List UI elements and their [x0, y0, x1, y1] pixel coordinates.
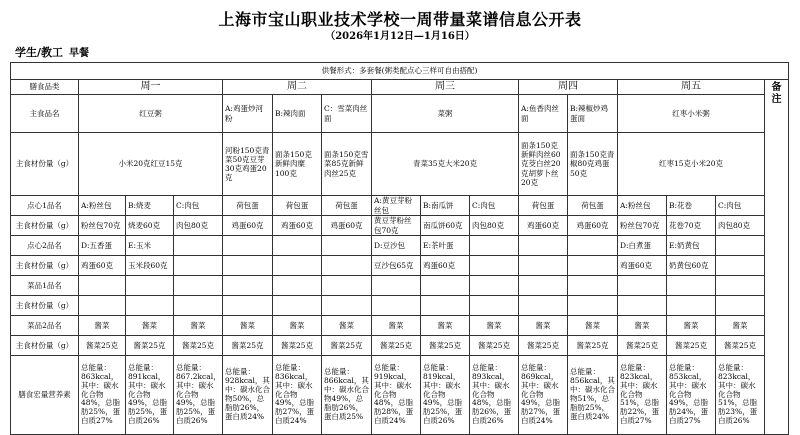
empty-cell [667, 276, 716, 296]
veg2-qty-cell: 酱菜25克 [322, 336, 372, 356]
main-name-mon: 红豆粥 [79, 95, 223, 133]
day-wed: 周三 [372, 80, 519, 95]
dim2-qty-fri-e: 奶黄包60克 [667, 256, 716, 276]
veg2-qty-cell: 酱菜25克 [223, 336, 273, 356]
empty-cell [322, 296, 372, 316]
main-qty-mon: 小米20克红豆15克 [79, 133, 223, 196]
empty-cell [667, 296, 716, 316]
nutrition-cell: 总能量：869kcal，其中：碳水化合物49%，总脂肪27%，蛋白质24% [519, 356, 568, 435]
veg2-name-row [11, 316, 789, 336]
dim1-name-cell: 荷包蛋 [568, 196, 618, 216]
empty-cell [126, 296, 174, 316]
empty-cell [568, 236, 618, 256]
dim1-qty-cell: 肉包80克 [174, 216, 223, 236]
main-qty-tue-a: 河粉150克青菜50克豆芽30克鸡蛋20克 [223, 133, 273, 196]
empty-cell [716, 296, 765, 316]
dim1-name-cell: A:粉丝包 [618, 196, 667, 216]
nutrition-cell: 总能量：891kcal，其中：碳水化合物49%，总脂肪25%，蛋白质26% [126, 356, 174, 435]
nutrition-cell: 总能量：863kcal，其中：碳水化合物48%，总脂肪25%，蛋白质27% [79, 356, 126, 435]
empty-cell [223, 276, 273, 296]
veg2-qty-cell: 酱菜25克 [273, 336, 322, 356]
serving-form: 供餐形式：多套餐(粥类配点心三样可自由搭配) [11, 63, 789, 80]
veg2-qty-cell: 酱菜25克 [79, 336, 126, 356]
dim2-name-mon-d: D:五香蛋 [79, 236, 126, 256]
nutrition-cell: 总能量：823kcal，其中：碳水化合物51%，总脂肪22%，蛋白质27% [618, 356, 667, 435]
veg2-name-cell: 酱菜 [223, 316, 273, 336]
empty-cell [273, 276, 322, 296]
main-qty-thu-a: 面条150克新鲜肉丝60克茭白丝20克胡萝卜丝20克 [519, 133, 568, 196]
main-qty-tue-c: 面条150克雪菜85克新鲜肉丝25克 [322, 133, 372, 196]
nutrition-cell: 总能量：856kcal，其中：碳水化合物51%，总脂肪25%，蛋白质24% [568, 356, 618, 435]
empty-cell [174, 236, 223, 256]
empty-cell [470, 296, 519, 316]
empty-cell [470, 236, 519, 256]
dim1-name-cell: C:肉包 [174, 196, 223, 216]
dim1-qty-cell: 鸡蛋60克 [322, 216, 372, 236]
veg1-qty-label: 主食材份量（g） [11, 296, 79, 316]
veg1-name-label: 菜品1品名 [11, 276, 79, 296]
veg2-name-cell: 酱菜 [126, 316, 174, 336]
dim1-qty-cell: 肉包80克 [716, 216, 765, 236]
nutrition-cell: 总能量：919kcal，其中：碳水化合物48%，总脂肪28%，蛋白质24% [372, 356, 421, 435]
dim2-name-wed-d: D:豆沙包 [372, 236, 421, 256]
serving-form-row [11, 63, 789, 80]
veg2-name-cell: 酱菜 [519, 316, 568, 336]
dim1-qty-cell: 鸡蛋60克 [519, 216, 568, 236]
empty-cell [470, 256, 519, 276]
day-mon: 周一 [79, 80, 223, 95]
dim1-qty-cell: 粉丝包70克 [79, 216, 126, 236]
dim1-qty-cell: 鸡蛋60克 [568, 216, 618, 236]
page-title: 上海市宝山职业技术学校一周带量菜谱信息公开表 [218, 10, 582, 29]
dim1-name-cell: C:肉包 [470, 196, 519, 216]
empty-cell [372, 276, 421, 296]
empty-cell [174, 256, 223, 276]
veg2-qty-cell: 酱菜25克 [470, 336, 519, 356]
dim2-name-fri-d: D:白煮蛋 [618, 236, 667, 256]
main-name-tue-b: B:辣肉面 [273, 95, 322, 133]
empty-cell [223, 256, 273, 276]
day-thu: 周四 [519, 80, 618, 95]
main-qty-tue-b: 面条150克新鲜肉糜100克 [273, 133, 322, 196]
dim1-qty-cell: 粉丝包70克 [618, 216, 667, 236]
empty-cell [568, 256, 618, 276]
audience-label [15, 44, 89, 60]
dim1-name-row [11, 196, 789, 216]
empty-cell [716, 256, 765, 276]
dim1-name-cell: B:南瓜饼 [421, 196, 470, 216]
veg2-name-cell: 酱菜 [174, 316, 223, 336]
veg2-name-cell: 酱菜 [79, 316, 126, 336]
dim2-qty-row [11, 256, 789, 276]
remark-column: 备注 [765, 80, 789, 435]
empty-cell [79, 276, 126, 296]
weekly-menu-table [10, 62, 789, 435]
main-qty-label: 主食材份量（g） [11, 133, 79, 196]
veg2-name-cell: 酱菜 [667, 316, 716, 336]
dim1-name-cell: A:黄豆芽粉丝包 [372, 196, 421, 216]
nutrition-cell: 总能量：853kcal，其中：碳水化合物49%，总脂肪24%，蛋白质27% [667, 356, 716, 435]
empty-cell [174, 276, 223, 296]
veg2-name-cell: 酱菜 [470, 316, 519, 336]
dim2-qty-label: 主食材份量（g） [11, 256, 79, 276]
dim1-qty-cell: 黄豆芽粉丝包70克 [372, 216, 421, 236]
dim2-name-row [11, 236, 789, 256]
dim2-name-wed-e: E:茶叶蛋 [421, 236, 470, 256]
empty-cell [519, 296, 568, 316]
dim1-qty-cell: 肉包80克 [470, 216, 519, 236]
empty-cell [223, 296, 273, 316]
main-name-label: 主食品名 [11, 95, 79, 133]
empty-cell [372, 296, 421, 316]
veg2-qty-cell: 酱菜25克 [618, 336, 667, 356]
main-qty-wed: 青菜35克大米20克 [372, 133, 519, 196]
empty-cell [273, 236, 322, 256]
dim2-qty-mon-e: 玉米段60克 [126, 256, 174, 276]
date-range: （2026年1月12日—1月16日） [325, 31, 475, 42]
dim1-name-cell: 荷包蛋 [273, 196, 322, 216]
main-qty-row [11, 133, 789, 196]
veg2-qty-cell: 酱菜25克 [667, 336, 716, 356]
dim1-name-cell: B:烧麦 [126, 196, 174, 216]
empty-cell [322, 256, 372, 276]
empty-cell [470, 276, 519, 296]
dim2-name-fri-e: E:奶黄包 [667, 236, 716, 256]
veg2-qty-label: 主食材份量（g） [11, 336, 79, 356]
veg2-name-cell: 酱菜 [421, 316, 470, 336]
empty-cell [519, 236, 568, 256]
nutrition-cell: 总能量：866kcal，其中：碳水化合物49%，总脂肪26%，蛋白质25% [322, 356, 372, 435]
nutrition-cell: 总能量：836kcal，其中：碳水化合物49%，总脂肪27%，蛋白质24% [273, 356, 322, 435]
dim2-qty-fri-d: 鸡蛋60克 [618, 256, 667, 276]
main-name-thu-b: B:辣椒炒鸡蛋面 [568, 95, 618, 133]
dim1-name-cell: C:肉包 [716, 196, 765, 216]
veg2-name-cell: 酱菜 [322, 316, 372, 336]
nutrition-cell: 总能量：893kcal，其中：碳水化合物48%，总脂肪26%，蛋白质26% [470, 356, 519, 435]
veg2-qty-cell: 酱菜25克 [174, 336, 223, 356]
empty-cell [568, 296, 618, 316]
dim1-name-cell: B:花卷 [667, 196, 716, 216]
veg2-name-label: 菜品2品名 [11, 316, 79, 336]
nutrition-cell: 总能量：823kcal，其中：碳水化合物51%，总脂肪23%，蛋白质26% [716, 356, 765, 435]
day-fri: 周五 [618, 80, 765, 95]
main-name-tue-a: A:鸡蛋炒河粉 [223, 95, 273, 133]
veg1-qty-row [11, 296, 789, 316]
empty-cell [519, 276, 568, 296]
empty-cell [174, 296, 223, 316]
empty-cell [716, 236, 765, 256]
main-name-wed: 菜粥 [372, 95, 519, 133]
day-tue: 周二 [223, 80, 372, 95]
main-name-row [11, 95, 789, 133]
veg2-name-cell: 酱菜 [372, 316, 421, 336]
veg2-qty-cell: 酱菜25克 [716, 336, 765, 356]
dim1-qty-cell: 花卷70克 [667, 216, 716, 236]
empty-cell [223, 236, 273, 256]
veg2-qty-cell: 酱菜25克 [568, 336, 618, 356]
veg2-qty-cell: 酱菜25克 [372, 336, 421, 356]
nutrition-cell: 总能量：819kcal，其中：碳水化合物49%，总脂肪25%，蛋白质26% [421, 356, 470, 435]
meal-label: 早餐 [69, 48, 90, 59]
main-qty-thu-b: 面条150克青椒80克鸡蛋50克 [568, 133, 618, 196]
dim2-qty-wed-e: 鸡蛋60克 [421, 256, 470, 276]
veg2-name-cell: 酱菜 [618, 316, 667, 336]
empty-cell [273, 296, 322, 316]
veg2-name-cell: 酱菜 [273, 316, 322, 336]
main-name-tue-c: C：雪菜肉丝面 [322, 95, 372, 133]
dim2-qty-wed-d: 豆沙包65克 [372, 256, 421, 276]
empty-cell [618, 296, 667, 316]
dim1-qty-label: 主食材份量（g） [11, 216, 79, 236]
empty-cell [568, 276, 618, 296]
dim1-name-cell: 荷包蛋 [519, 196, 568, 216]
nutrition-label: 膳食宏量营养素 [11, 356, 79, 435]
main-name-fri: 红枣小米粥 [618, 95, 765, 133]
nutrition-cell: 总能量：928kcal，其中：碳水化合物50%，总脂肪26%，蛋白质24% [223, 356, 273, 435]
dim1-qty-cell: 鸡蛋60克 [223, 216, 273, 236]
dim2-name-label: 点心2品名 [11, 236, 79, 256]
veg2-qty-cell: 酱菜25克 [519, 336, 568, 356]
dim1-name-cell: 荷包蛋 [223, 196, 273, 216]
dim1-name-cell: 荷包蛋 [322, 196, 372, 216]
header-row [11, 80, 789, 95]
dim2-qty-mon-d: 鸡蛋60克 [79, 256, 126, 276]
empty-cell [421, 276, 470, 296]
dim1-qty-cell: 南瓜饼60克 [421, 216, 470, 236]
dim2-name-mon-e: E:玉米 [126, 236, 174, 256]
veg2-qty-cell: 酱菜25克 [126, 336, 174, 356]
empty-cell [273, 256, 322, 276]
veg2-name-cell: 酱菜 [568, 316, 618, 336]
audience-text: 学生/教工 [15, 46, 64, 59]
dim1-name-label: 点心1品名 [11, 196, 79, 216]
empty-cell [126, 276, 174, 296]
main-qty-fri: 红枣15克小米20克 [618, 133, 765, 196]
category-header: 膳食品类 [11, 80, 79, 95]
veg2-name-cell: 酱菜 [716, 316, 765, 336]
empty-cell [618, 276, 667, 296]
main-name-thu-a: A:鱼香肉丝面 [519, 95, 568, 133]
nutrition-row [11, 356, 789, 435]
empty-cell [519, 256, 568, 276]
empty-cell [322, 276, 372, 296]
empty-cell [421, 296, 470, 316]
veg2-qty-row [11, 336, 789, 356]
empty-cell [716, 276, 765, 296]
dim1-qty-row [11, 216, 789, 236]
dim1-name-cell: A:粉丝包 [79, 196, 126, 216]
empty-cell [79, 296, 126, 316]
nutrition-cell: 总能量：867.2kcal，其中：碳水化合物49%，总脂肪25%，蛋白质26% [174, 356, 223, 435]
empty-cell [322, 236, 372, 256]
dim1-qty-cell: 鸡蛋60克 [273, 216, 322, 236]
veg2-qty-cell: 酱菜25克 [421, 336, 470, 356]
dim1-qty-cell: 烧麦60克 [126, 216, 174, 236]
veg1-name-row [11, 276, 789, 296]
